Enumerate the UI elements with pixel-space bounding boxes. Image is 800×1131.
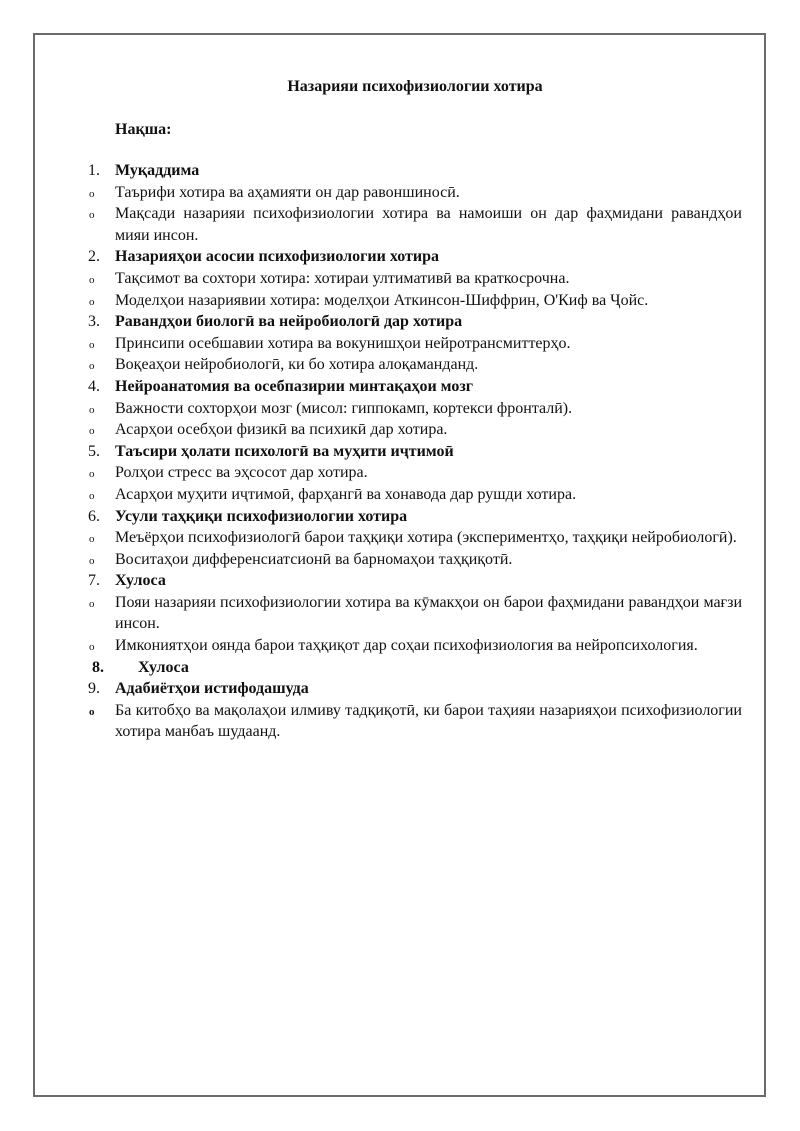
- outline-list: [88, 160, 742, 743]
- bullet-text: Тақсимот ва сохтори хотира: хотираи ултимативӣ ва краткосрочна.: [115, 269, 570, 287]
- section-title: Хулоса: [138, 658, 189, 676]
- bullet-text: Мақсади назарияи психофизиологии хотира ва намоиши он дар фаҳмидани равандҳои мияи инсон.: [115, 205, 742, 244]
- bullet-text: Воситаҳои дифференсиатсионӣ ва барномаҳои таҳқиқотӣ.: [115, 550, 513, 568]
- bullet-icon: o: [89, 468, 95, 481]
- bullet-text: Воқеаҳои нейробиологӣ, ки бо хотира алоқаманданд.: [115, 356, 479, 374]
- section-number: 2.: [88, 248, 100, 266]
- bullet-icon: o: [89, 705, 95, 718]
- section-title: Нейроанатомия ва осебпазирии минтақаҳои мозг: [115, 377, 474, 395]
- section-number: 9.: [88, 680, 100, 698]
- section-number: 8.: [92, 658, 104, 676]
- bullet-icon: o: [89, 338, 95, 351]
- section-title: Назарияҳои асосии психофизиологии хотира: [115, 248, 439, 266]
- bullet-icon: o: [89, 187, 95, 200]
- section-heading-1: [88, 160, 742, 182]
- bullet-icon: o: [89, 533, 95, 546]
- list-item: [88, 462, 742, 484]
- list-item: [88, 700, 742, 743]
- bullet-text: Ролҳои стресс ва эҳсосот дар хотира.: [115, 464, 368, 482]
- bullet-text: Асарҳои муҳити иҷтимоӣ, фарҳангӣ ва хонавода дар рушди хотира.: [115, 485, 577, 503]
- section-title: Равандҳои биологӣ ва нейробиологӣ дар хотира: [115, 313, 463, 331]
- list-item: [88, 419, 742, 441]
- list-item: [88, 203, 742, 246]
- section-number: 5.: [88, 442, 100, 460]
- bullet-text: Важности сохторҳои мозг (мисол: гиппокамп, кортекси фронталӣ).: [115, 399, 573, 417]
- section-heading-5: [88, 441, 742, 463]
- bullet-text: Таърифи хотира ва аҳамияти он дар равоншиносӣ.: [115, 183, 460, 201]
- bullet-icon: o: [89, 273, 95, 286]
- bullet-icon: o: [89, 209, 95, 222]
- section-number: 6.: [88, 507, 100, 525]
- plan-label: Нақша:: [115, 121, 172, 138]
- bullet-icon: o: [89, 360, 95, 373]
- bullet-text: Имкониятҳои оянда барои таҳқиқот дар соҳаи психофизиология ва нейропсихология.: [115, 637, 698, 655]
- section-number: 7.: [88, 572, 100, 590]
- list-item: [88, 398, 742, 420]
- bullet-icon: o: [89, 403, 95, 416]
- bullet-icon: o: [89, 554, 95, 567]
- section-heading-4: [88, 376, 742, 398]
- section-title: Таъсири ҳолати психологӣ ва муҳити иҷтимоӣ: [115, 442, 454, 460]
- section-heading-6: [88, 506, 742, 528]
- document-body: [88, 74, 742, 743]
- list-item: [88, 290, 742, 312]
- bullet-text: Моделҳои назариявии хотира: моделҳои Аткинсон-Шиффрин, О'Киф ва Ҷойс.: [115, 291, 649, 309]
- bullet-icon: o: [89, 489, 95, 502]
- section-title: Муқаддима: [115, 162, 200, 179]
- list-item: [88, 268, 742, 290]
- section-heading-2: [88, 246, 742, 268]
- bullet-text: Пояи назарияи психофизиологии хотира ва кӯмакҳои он барои фаҳмидани равандҳои мағзи инсон.: [115, 593, 742, 633]
- section-heading-8: [88, 657, 742, 679]
- bullet-icon: o: [89, 597, 95, 610]
- list-item: [88, 333, 742, 355]
- section-number: 3.: [88, 313, 100, 331]
- bullet-text: Ба китобҳо ва мақолаҳои илмиву тадқиқотӣ, ки барои таҳияи назарияҳои психофизиологии хотира манбаъ шудаанд.: [115, 701, 742, 741]
- bullet-text: Меъёрҳои психофизиологӣ барои таҳқиқи хотира (экспериментҳо, таҳқиқи нейробиологӣ).: [115, 529, 737, 547]
- section-number: 1.: [88, 162, 100, 179]
- list-item: [88, 635, 742, 657]
- bullet-icon: o: [89, 425, 95, 438]
- list-item: [88, 182, 742, 204]
- section-title: Адабиётҳои истифодашуда: [115, 680, 309, 698]
- list-item: [88, 354, 742, 376]
- list-item: [88, 484, 742, 506]
- bullet-icon: o: [89, 641, 95, 654]
- bullet-text: Асарҳои осебҳои физикӣ ва психикӣ дар хотира.: [115, 421, 448, 439]
- section-title: Хулоса: [115, 572, 166, 590]
- section-title: Усули таҳқиқи психофизиологии хотира: [115, 507, 408, 525]
- section-heading-9: [88, 678, 742, 700]
- section-number: 4.: [88, 377, 100, 395]
- bullet-text: Принсипи осебшавии хотира ва вокунишҳои нейротрансмиттерҳо.: [115, 334, 571, 352]
- list-item: [88, 527, 742, 549]
- list-item: [88, 549, 742, 571]
- section-heading-3: [88, 311, 742, 333]
- section-heading-7: [88, 570, 742, 592]
- list-item: [88, 592, 742, 635]
- bullet-icon: o: [89, 295, 95, 308]
- document-title: Назарияи психофизиологии хотира: [287, 78, 543, 95]
